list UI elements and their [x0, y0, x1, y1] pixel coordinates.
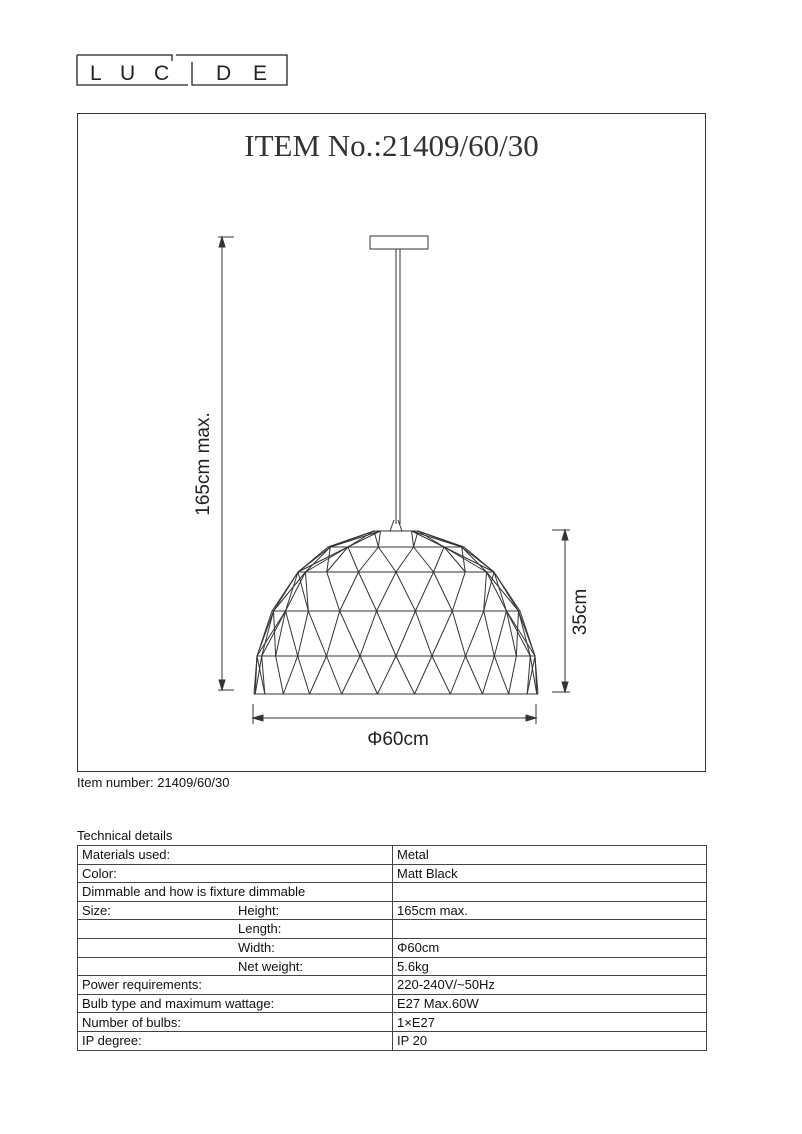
row-label-cell [78, 920, 393, 939]
row-label: Number of bulbs: [82, 1014, 181, 1030]
row-label-cell [78, 994, 393, 1013]
table-row [78, 957, 707, 976]
row-label-cell [78, 846, 393, 865]
row-value [393, 920, 707, 939]
shade-height-dimension [552, 530, 570, 692]
svg-text:D: D [216, 62, 232, 85]
row-sublabel: Width: [238, 939, 275, 955]
diameter-dimension [253, 704, 536, 724]
row-sublabel: Height: [238, 902, 280, 918]
table-row [78, 994, 707, 1013]
row-value: 165cm max. [393, 901, 707, 920]
table-row [78, 976, 707, 995]
svg-text:U: U [120, 62, 136, 85]
row-label-cell [78, 1013, 393, 1032]
row-label: IP degree: [82, 1033, 142, 1049]
svg-text:E: E [253, 62, 268, 85]
row-label-cell [78, 901, 393, 920]
item-number: Item number: 21409/60/30 [77, 775, 230, 790]
dome-shade [254, 520, 538, 694]
ceiling-canopy [370, 236, 428, 249]
table-row [78, 846, 707, 865]
row-value: 220-240V/~50Hz [393, 976, 707, 995]
row-label: Color: [82, 865, 117, 881]
diameter-label: Φ60cm [367, 729, 429, 750]
table-row [78, 1031, 707, 1050]
table-row [78, 938, 707, 957]
table-row [78, 1013, 707, 1032]
table-row [78, 883, 707, 902]
height-dimension [218, 237, 234, 690]
row-label-cell [78, 883, 393, 902]
row-sublabel: Net weight: [238, 958, 304, 974]
row-label: Dimmable and how is fixture dimmable [82, 884, 306, 900]
svg-text:L: L [90, 62, 102, 85]
row-label: Bulb type and maximum wattage: [82, 996, 275, 1012]
shade-height-label: 35cm [570, 588, 591, 636]
row-value [393, 883, 707, 902]
row-label: Power requirements: [82, 977, 202, 993]
row-value: IP 20 [393, 1031, 707, 1050]
drawing-title: ITEM No.:21409/60/30 [244, 128, 539, 163]
row-value: Matt Black [393, 864, 707, 883]
row-sublabel: Length: [238, 921, 282, 937]
row-value: Φ60cm [393, 938, 707, 957]
row-label-cell [78, 976, 393, 995]
row-label-cell [78, 1031, 393, 1050]
row-label-cell [78, 957, 393, 976]
table-row [78, 920, 707, 939]
row-value: E27 Max.60W [393, 994, 707, 1013]
row-value: Metal [393, 846, 707, 865]
row-value: 1×E27 [393, 1013, 707, 1032]
row-label-cell [78, 864, 393, 883]
row-value: 5.6kg [393, 957, 707, 976]
row-label: Materials used: [82, 847, 171, 863]
table-row [78, 864, 707, 883]
row-label: Size: [82, 903, 111, 919]
technical-details-table [77, 845, 707, 1051]
table-row [78, 901, 707, 920]
technical-details-title: Technical details [77, 828, 173, 843]
height-label: 165cm max. [193, 412, 214, 516]
svg-text:C: C [154, 62, 170, 85]
row-label-cell [78, 938, 393, 957]
